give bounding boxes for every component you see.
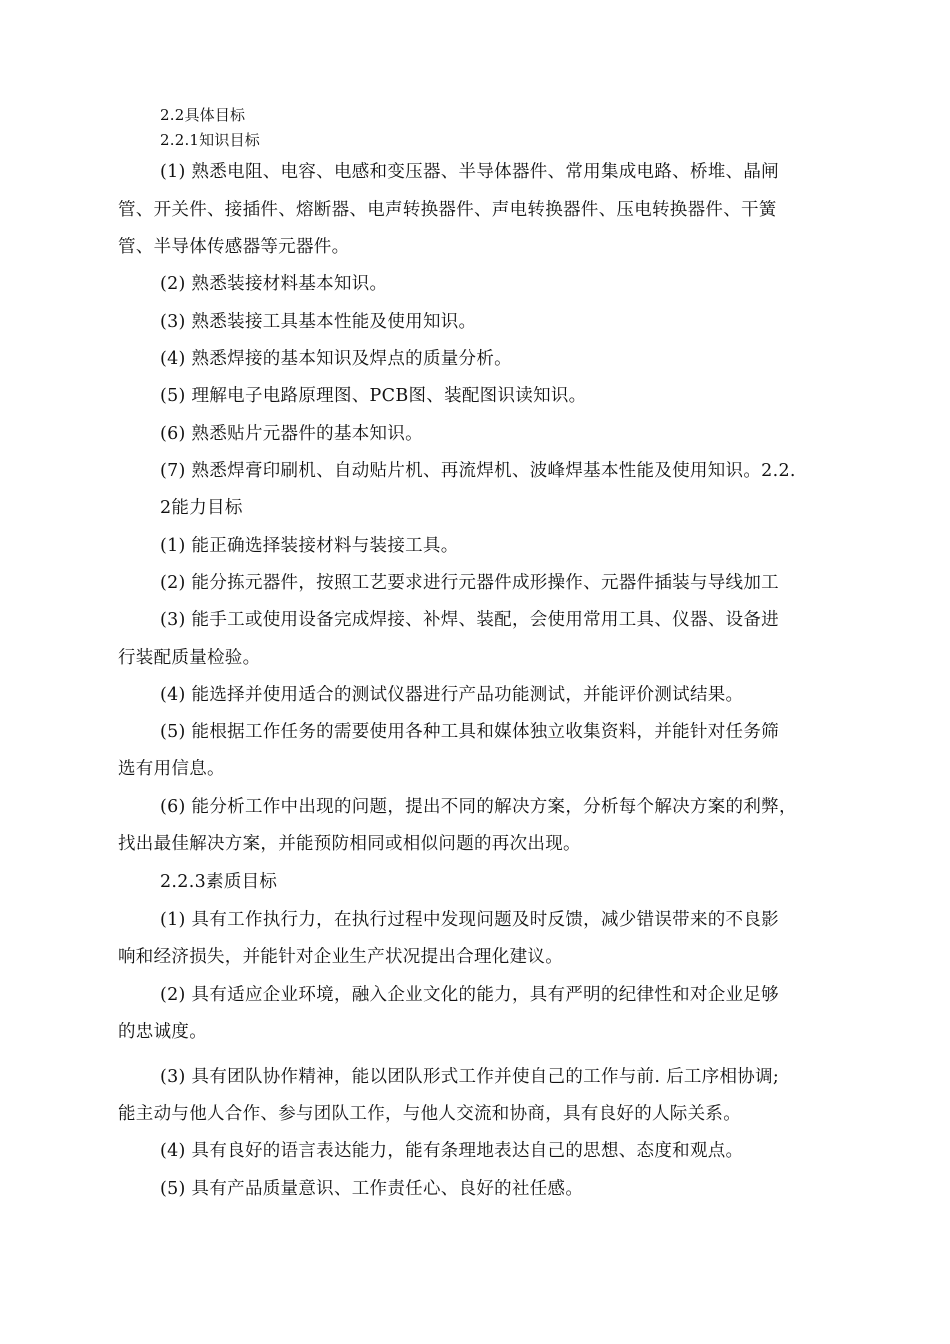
knowledge-item-1-line-2: 管、开关件、接插件、熔断器、电声转换器件、声电转换器件、压电转换器件、干簧	[118, 200, 777, 220]
knowledge-item-2: (2) 熟悉装接材料基本知识。	[160, 274, 388, 294]
quality-item-3-line-2: 能主动与他人合作、参与团队工作，与他人交流和协商，具有良好的人际关系。	[118, 1104, 741, 1124]
knowledge-item-1-line-3: 管、半导体传感器等元器件。	[118, 237, 350, 257]
quality-item-5: (5) 具有产品质量意识、工作责任心、良好的社任感。	[160, 1179, 584, 1199]
ability-item-3-line-1: (3) 能手工或使用设备完成焊接、补焊、装配，会使用常用工具、仪器、设备进	[160, 610, 779, 630]
ability-item-5-line-2: 选有用信息。	[118, 759, 225, 779]
quality-item-1-line-2: 响和经济损失，并能针对企业生产状况提出合理化建议。	[118, 947, 563, 967]
quality-item-2-line-2: 的忠诚度。	[118, 1022, 207, 1042]
quality-item-3-line-1: (3) 具有团队协作精神，能以团队形式工作并使自己的工作与前. 后工序相协调;	[160, 1067, 780, 1087]
quality-item-2-line-1: (2) 具有适应企业环境，融入企业文化的能力，具有严明的纪律性和对企业足够	[160, 985, 779, 1005]
ability-item-1: (1) 能正确选择装接材料与装接工具。	[160, 536, 459, 556]
ability-item-5-line-1: (5) 能根据工作任务的需要使用各种工具和媒体独立收集资料，并能针对任务筛	[160, 722, 779, 742]
heading-2-2-1: 2.2.1知识目标	[160, 131, 260, 149]
knowledge-item-6: (6) 熟悉贴片元器件的基本知识。	[160, 424, 423, 444]
ability-item-3-line-2: 行装配质量检验。	[118, 648, 261, 668]
knowledge-item-7-line-1: (7) 熟悉焊膏印刷机、自动贴片机、再流焊机、波峰焊基本性能及使用知识。2.2.	[160, 461, 796, 481]
ability-item-6-line-1: (6) 能分析工作中出现的问题，提出不同的解决方案，分析每个解决方案的利弊，	[160, 797, 797, 817]
knowledge-item-5: (5) 理解电子电路原理图、PCB图、装配图识读知识。	[160, 386, 587, 406]
ability-item-2: (2) 能分拣元器件，按照工艺要求进行元器件成形操作、元器件插装与导线加工	[160, 573, 779, 593]
heading-2-2-2: 2能力目标	[160, 498, 243, 518]
heading-2-2-3: 2.2.3素质目标	[160, 872, 278, 892]
knowledge-item-4: (4) 熟悉焊接的基本知识及焊点的质量分析。	[160, 349, 512, 369]
quality-item-1-line-1: (1) 具有工作执行力，在执行过程中发现问题及时反馈，减少错误带来的不良影	[160, 910, 779, 930]
quality-item-4: (4) 具有良好的语言表达能力，能有条理地表达自己的思想、态度和观点。	[160, 1141, 744, 1161]
knowledge-item-3: (3) 熟悉装接工具基本性能及使用知识。	[160, 312, 477, 332]
heading-2-2: 2.2具体目标	[160, 106, 246, 124]
knowledge-item-1-line-1: (1) 熟悉电阻、电容、电感和变压器、半导体器件、常用集成电路、桥堆、晶闸	[160, 162, 779, 182]
ability-item-4: (4) 能选择并使用适合的测试仪器进行产品功能测试，并能评价测试结果。	[160, 685, 744, 705]
ability-item-6-line-2: 找出最佳解决方案，并能预防相同或相似问题的再次出现。	[118, 834, 581, 854]
